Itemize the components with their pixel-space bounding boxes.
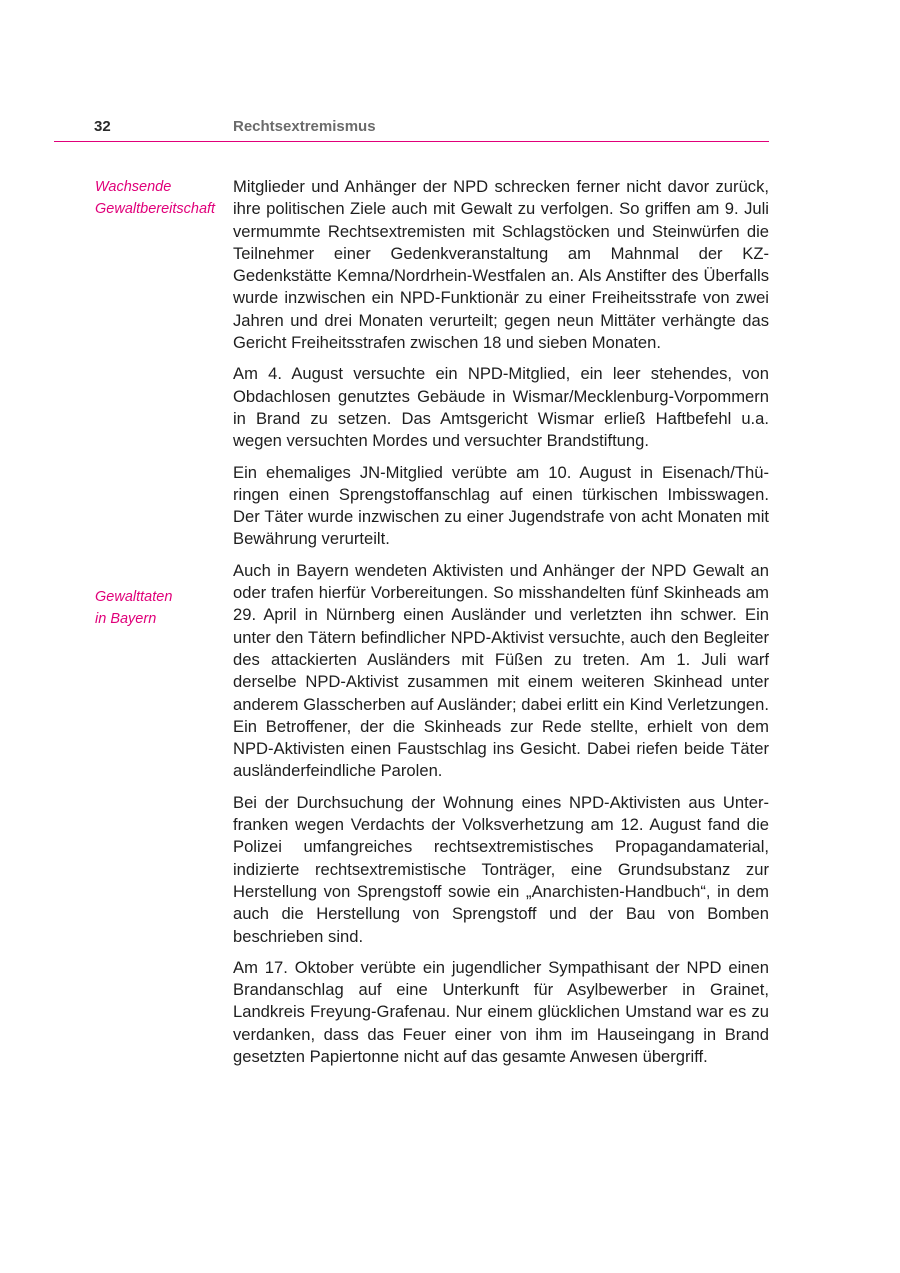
header-rule	[54, 141, 769, 142]
paragraph: Mitglieder und Anhänger der NPD schrecken ferner nicht davor zurück, ihre politischen Ziele auch mit Gewalt zu verfolgen. So griffen am 9. Juli vermummte Rechtsextremisten mit Schlagstöcken und Steinwürfen die Teilnehmer einer Gedenkveranstaltung am Mahnmal der KZ-Gedenkstätte Kemna/Nordrhein-Westfalen an. Als Anstifter des Überfalls wurde inzwischen ein NPD-Funktionär zu einer Freiheitsstrafe von zwei Jahren und drei Monaten verurteilt; gegen neun Mittäter verhängte das Gericht Freiheitsstrafen zwischen 18 und sieben Monaten.	[233, 177, 769, 353]
margin-note-gewaltbereitschaft	[95, 176, 230, 220]
margin-note-line: in Bayern	[95, 611, 157, 627]
paragraph: Ein ehemaliges JN-Mitglied verübte am 10. August in Eisenach/Thüringen einen Sprengstoffanschlag auf einen türkischen Imbisswagen. Der Täter wurde inzwischen zu einer Jugendstrafe von acht Monaten mit Bewährung verurteilt.	[233, 462, 769, 549]
paragraph: Am 17. Oktober verübte ein jugendlicher Sympathisant der NPD einen Brandanschlag auf eine Unterkunft für Asylbewerber in Grainet, Landkreis Freyung-Grafenau. Nur einem glücklichen Umstand war es zu verdanken, dass das Feuer einer von ihm im Hauseingang in Brand gesetzten Papiertonne nicht auf das gesamte Anwesen übergriff.	[233, 957, 769, 1066]
page-number: 32	[94, 118, 111, 135]
paragraph: Bei der Durchsuchung der Wohnung eines NPD-Aktivisten aus Unterfranken wegen Verdachts der Volksverhetzung am 12. August fand die Polizei umfangreiches rechtsextremistisches Propagandamaterial, indizierte rechtsextremistische Tonträger, eine Grundsubstanz zur Herstellung von Sprengstoff sowie ein „Anarchisten-Handbuch“, in dem auch die Herstellung von Sprengstoff und der Bau von Bomben beschrieben sind.	[233, 792, 769, 946]
margin-note-bayern	[95, 586, 230, 630]
margin-note-line: Gewaltbereitschaft	[95, 201, 216, 217]
running-title: Rechtsextremismus	[233, 118, 376, 135]
paragraph: Auch in Bayern wendeten Aktivisten und Anhänger der NPD Gewalt an oder trafen hierfür Vorbereitungen. So misshandelten fünf Skinheads am 29. April in Nürnberg einen Ausländer und verletzten ihn schwer. Ein unter den Tätern befindlicher NPD-Aktivist versuchte, auch den Begleiter des attackierten Ausländers mit Füßen zu treten. Am 1. Juli warf derselbe NPD-Aktivist zusammen mit einem weiteren Skinhead unter anderem Glasscherben auf Ausländer; dabei erlitt ein Kind Verletzungen. Ein Betroffener, der die Skinheads zur Rede stellte, erhielt von dem NPD-Aktivisten einen Faustschlag ins Gesicht. Dabei riefen beide Täter ausländerfeindliche Parolen.	[233, 560, 769, 781]
margin-note-line: Wachsende	[95, 179, 172, 195]
margin-note-line: Gewalttaten	[95, 589, 173, 605]
body-text	[233, 176, 769, 1077]
paragraph: Am 4. August versuchte ein NPD-Mitglied, ein leer stehendes, von Obdachlosen genutztes Gebäude in Wismar/Mecklenburg-Vorpommern in Brand zu setzen. Das Amtsgericht Wismar erließ Haftbefehl u.a. wegen versuchten Mordes und versuchter Brandstiftung.	[233, 364, 769, 451]
